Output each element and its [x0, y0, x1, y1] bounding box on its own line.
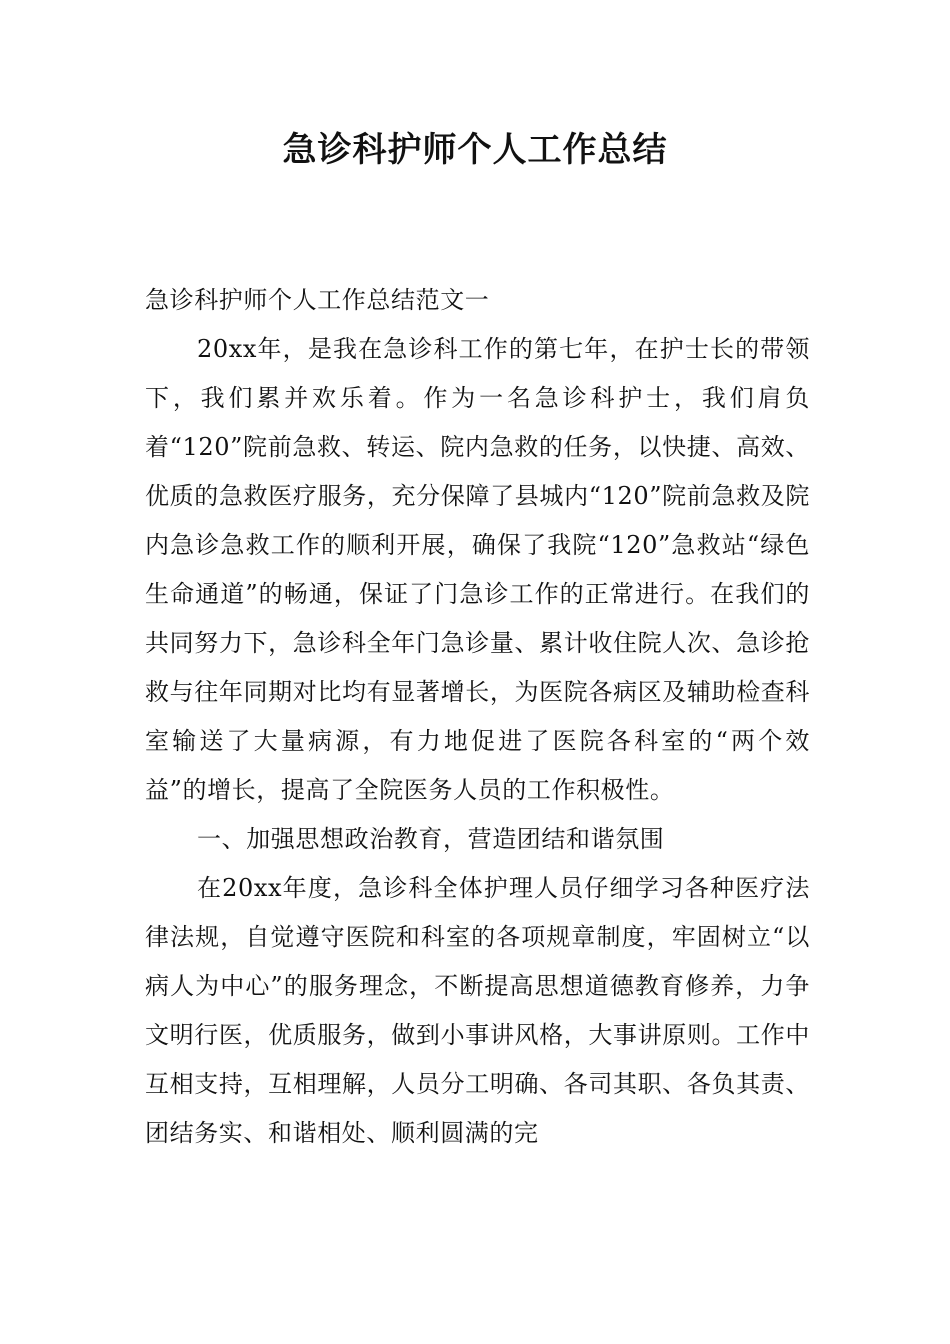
document-body	[145, 276, 810, 1158]
paragraph-intro: 20xx年，是我在急诊科工作的第七年，在护士长的带领下，我们累并欢乐着。作为一名急诊科护士，我们肩负着“120”院前急救、转运、院内急救的任务，以快捷、高效、优质的急救医疗服务，充分保障了县城内“120”院前急救及院内急诊急救工作的顺利开展，确保了我院“120”急救站“绿色生命通道”的畅通，保证了门急诊工作的正常进行。在我们的共同努力下，急诊科全年门急诊量、累计收住院人次、急诊抢救与往年同期对比均有显著增长，为医院各病区及辅助检查科室输送了大量病源，有力地促进了医院各科室的“两个效益”的增长，提高了全院医务人员的工作积极性。	[145, 335, 810, 804]
document-subtitle: 急诊科护师个人工作总结范文一	[145, 286, 490, 314]
document-title: 急诊科护师个人工作总结	[282, 130, 668, 170]
section-heading-1: 一、加强思想政治教育，营造团结和谐氛围	[197, 825, 665, 853]
paragraph-section-1: 在20xx年度，急诊科全体护理人员仔细学习各种医疗法律法规，自觉遵守医院和科室的各项规章制度，牢固树立“以病人为中心”的服务理念，不断提高思想道德教育修养，力争文明行医，优质服务，做到小事讲风格，大事讲原则。工作中互相支持，互相理解，人员分工明确、各司其职、各负其责、团结务实、和谐相处、顺利圆满的完	[145, 874, 810, 1147]
